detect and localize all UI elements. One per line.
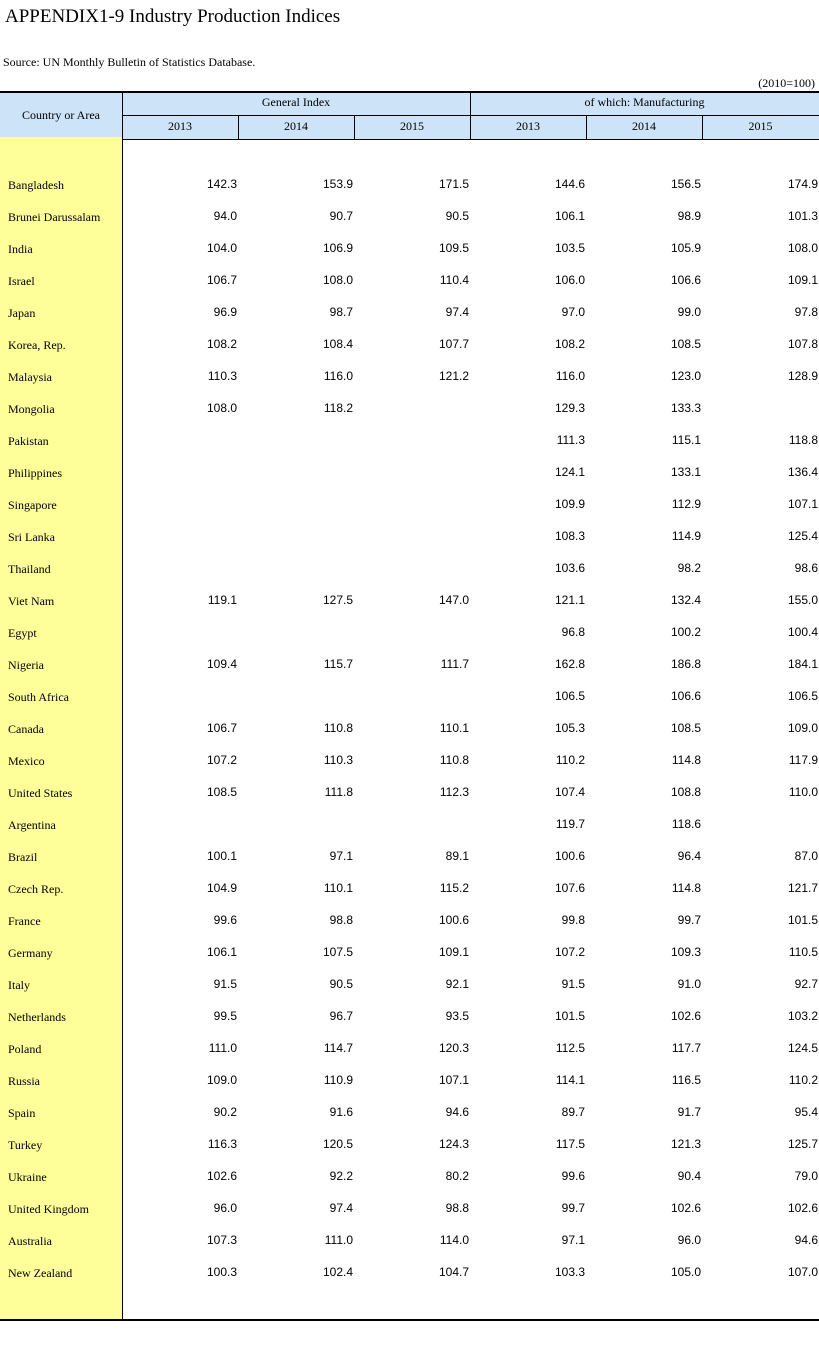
cell-manufacturing-2014: 99.7 <box>677 913 701 927</box>
country-name: Philippines <box>8 466 63 480</box>
cell-manufacturing-2013: 103.3 <box>554 1265 585 1279</box>
cell-general-2014: 153.9 <box>322 177 353 191</box>
cell-general-2015: 112.3 <box>439 785 469 799</box>
cell-manufacturing-2015: 109.1 <box>787 273 818 287</box>
table-row <box>0 617 819 649</box>
cell-manufacturing-2013: 105.3 <box>554 721 585 735</box>
cell-general-2014: 102.4 <box>322 1265 353 1279</box>
cell-general-2015: 107.7 <box>438 337 469 351</box>
cell-general-2015: 109.1 <box>438 945 469 959</box>
table-row <box>0 745 819 777</box>
cell-manufacturing-2015: 118.8 <box>788 433 818 447</box>
cell-manufacturing-2014: 105.0 <box>670 1265 701 1279</box>
cell-general-2015: 94.6 <box>445 1105 469 1119</box>
cell-manufacturing-2015: 184.1 <box>787 657 818 671</box>
cell-general-2013: 109.4 <box>206 657 237 671</box>
cell-manufacturing-2013: 117.5 <box>555 1137 585 1151</box>
cell-general-2015: 89.1 <box>445 849 469 863</box>
cell-manufacturing-2014: 106.6 <box>670 273 701 287</box>
cell-manufacturing-2013: 121.1 <box>554 593 585 607</box>
country-name: Japan <box>8 306 36 320</box>
cell-manufacturing-2015: 94.6 <box>794 1233 818 1247</box>
cell-manufacturing-2013: 101.5 <box>554 1009 585 1023</box>
country-name: Viet Nam <box>8 594 55 608</box>
table-row <box>0 1161 819 1193</box>
cell-manufacturing-2013: 97.1 <box>561 1233 585 1247</box>
cell-general-2014: 127.5 <box>322 593 353 607</box>
cell-manufacturing-2013: 107.6 <box>554 881 585 895</box>
cell-general-2013: 91.5 <box>213 977 237 991</box>
cell-manufacturing-2015: 117.9 <box>788 753 818 767</box>
cell-manufacturing-2015: 100.4 <box>787 625 818 639</box>
cell-manufacturing-2015: 110.2 <box>788 1073 818 1087</box>
table-bottom-rule <box>0 1319 819 1321</box>
table-row <box>0 1225 819 1257</box>
cell-manufacturing-2014: 133.1 <box>670 465 701 479</box>
table-row <box>0 233 819 265</box>
cell-manufacturing-2015: 107.0 <box>787 1265 818 1279</box>
cell-manufacturing-2014: 98.9 <box>677 209 701 223</box>
cell-general-2013: 142.3 <box>206 177 237 191</box>
header-year-manufacturing-2014: 2014 <box>632 119 656 133</box>
country-name: Spain <box>8 1106 36 1120</box>
table-row <box>0 201 819 233</box>
cell-general-2013: 108.5 <box>206 785 237 799</box>
table-row <box>0 649 819 681</box>
cell-general-2013: 119.1 <box>207 593 237 607</box>
table-row <box>0 777 819 809</box>
cell-manufacturing-2013: 89.7 <box>561 1105 585 1119</box>
cell-manufacturing-2013: 119.7 <box>555 817 585 831</box>
cell-general-2014: 110.8 <box>323 721 353 735</box>
cell-general-2015: 120.3 <box>438 1041 469 1055</box>
cell-manufacturing-2014: 186.8 <box>670 657 701 671</box>
cell-manufacturing-2014: 114.8 <box>671 753 701 767</box>
cell-manufacturing-2014: 114.9 <box>671 529 701 543</box>
cell-general-2013: 106.7 <box>206 273 237 287</box>
cell-general-2015: 115.2 <box>439 881 469 895</box>
cell-general-2015: 107.1 <box>438 1073 469 1087</box>
country-name: India <box>8 242 33 256</box>
cell-manufacturing-2014: 90.4 <box>677 1169 701 1183</box>
cell-manufacturing-2015: 101.3 <box>787 209 818 223</box>
cell-general-2014: 111.0 <box>324 1233 353 1247</box>
cell-general-2014: 90.7 <box>329 209 353 223</box>
cell-general-2014: 92.2 <box>329 1169 353 1183</box>
cell-manufacturing-2014: 96.4 <box>677 849 701 863</box>
cell-general-2013: 100.1 <box>206 849 237 863</box>
table-row <box>0 265 819 297</box>
cell-manufacturing-2014: 123.0 <box>670 369 701 383</box>
cell-manufacturing-2013: 99.6 <box>561 1169 585 1183</box>
cell-manufacturing-2013: 124.1 <box>554 465 585 479</box>
cell-manufacturing-2015: 110.5 <box>788 945 818 959</box>
cell-general-2015: 90.5 <box>445 209 469 223</box>
country-name: Australia <box>8 1234 52 1248</box>
cell-general-2015: 110.1 <box>439 721 469 735</box>
country-name: Thailand <box>8 562 51 576</box>
cell-general-2014: 115.7 <box>323 657 353 671</box>
cell-general-2013: 104.0 <box>206 241 237 255</box>
cell-manufacturing-2014: 91.7 <box>677 1105 701 1119</box>
table-row <box>0 553 819 585</box>
table-row <box>0 489 819 521</box>
cell-general-2014: 98.7 <box>329 305 353 319</box>
header-year-general-2013: 2013 <box>168 119 192 133</box>
cell-manufacturing-2013: 107.2 <box>554 945 585 959</box>
cell-manufacturing-2015: 97.8 <box>794 305 818 319</box>
cell-manufacturing-2013: 106.0 <box>554 273 585 287</box>
table-row <box>0 841 819 873</box>
cell-manufacturing-2013: 97.0 <box>561 305 585 319</box>
cell-manufacturing-2013: 116.0 <box>555 369 585 383</box>
table-row <box>0 1033 819 1065</box>
cell-manufacturing-2015: 103.2 <box>787 1009 818 1023</box>
cell-manufacturing-2013: 107.4 <box>554 785 585 799</box>
cell-general-2014: 91.6 <box>329 1105 353 1119</box>
country-name: South Africa <box>8 690 69 704</box>
table-row <box>0 361 819 393</box>
country-name: Korea, Rep. <box>8 338 66 352</box>
country-name: Nigeria <box>8 658 44 672</box>
cell-manufacturing-2014: 112.9 <box>671 497 701 511</box>
cell-manufacturing-2013: 91.5 <box>561 977 585 991</box>
cell-general-2013: 116.3 <box>207 1137 237 1151</box>
cell-general-2013: 100.3 <box>206 1265 237 1279</box>
table-row <box>0 809 819 841</box>
header-divider <box>238 115 239 139</box>
cell-manufacturing-2014: 98.2 <box>677 561 701 575</box>
country-name: Germany <box>8 946 53 960</box>
header-divider <box>354 115 355 139</box>
cell-general-2014: 110.1 <box>323 881 353 895</box>
country-name: Russia <box>8 1074 41 1088</box>
cell-manufacturing-2013: 108.2 <box>554 337 585 351</box>
cell-manufacturing-2013: 106.5 <box>554 689 585 703</box>
country-name: France <box>8 914 41 928</box>
cell-manufacturing-2014: 118.6 <box>671 817 701 831</box>
cell-manufacturing-2014: 105.9 <box>670 241 701 255</box>
table-row <box>0 1097 819 1129</box>
cell-manufacturing-2015: 107.8 <box>787 337 818 351</box>
table-row <box>0 1001 819 1033</box>
table-row <box>0 521 819 553</box>
cell-manufacturing-2015: 98.6 <box>794 561 818 575</box>
cell-manufacturing-2015: 174.9 <box>787 177 818 191</box>
cell-manufacturing-2015: 108.0 <box>787 241 818 255</box>
table-body <box>0 169 819 1289</box>
cell-manufacturing-2013: 109.9 <box>554 497 585 511</box>
cell-manufacturing-2015: 106.5 <box>787 689 818 703</box>
table-row <box>0 1129 819 1161</box>
cell-general-2013: 111.0 <box>208 1041 237 1055</box>
cell-general-2014: 107.5 <box>322 945 353 959</box>
cell-manufacturing-2014: 114.8 <box>671 881 701 895</box>
cell-general-2013: 99.5 <box>213 1009 237 1023</box>
cell-general-2015: 100.6 <box>438 913 469 927</box>
cell-manufacturing-2014: 108.5 <box>670 721 701 735</box>
table-row <box>0 969 819 1001</box>
table-row <box>0 329 819 361</box>
cell-manufacturing-2014: 100.2 <box>670 625 701 639</box>
country-name: Netherlands <box>8 1010 66 1024</box>
table-row <box>0 1065 819 1097</box>
cell-manufacturing-2014: 117.7 <box>671 1041 701 1055</box>
header-year-manufacturing-2015: 2015 <box>748 119 773 133</box>
cell-manufacturing-2015: 124.5 <box>787 1041 818 1055</box>
cell-general-2015: 110.8 <box>439 753 469 767</box>
cell-general-2013: 104.9 <box>206 881 237 895</box>
cell-general-2013: 102.6 <box>206 1169 237 1183</box>
cell-manufacturing-2013: 108.3 <box>554 529 585 543</box>
cell-manufacturing-2015: 95.4 <box>794 1105 818 1119</box>
country-name: Israel <box>8 274 35 288</box>
cell-manufacturing-2014: 99.0 <box>677 305 701 319</box>
table-row <box>0 873 819 905</box>
cell-manufacturing-2013: 99.8 <box>561 913 585 927</box>
cell-general-2014: 111.8 <box>324 785 353 799</box>
cell-general-2015: 92.1 <box>445 977 469 991</box>
cell-manufacturing-2013: 112.5 <box>555 1041 585 1055</box>
cell-general-2015: 114.0 <box>439 1233 469 1247</box>
header-year-manufacturing-2013: 2013 <box>516 119 540 133</box>
country-name: Bangladesh <box>8 178 64 192</box>
cell-manufacturing-2015: 79.0 <box>794 1169 818 1183</box>
page-title: APPENDIX1-9 Industry Production Indices <box>5 6 341 27</box>
country-name: Turkey <box>8 1138 43 1152</box>
cell-manufacturing-2014: 132.4 <box>670 593 701 607</box>
cell-manufacturing-2015: 109.0 <box>787 721 818 735</box>
cell-manufacturing-2013: 111.3 <box>556 433 585 447</box>
cell-manufacturing-2013: 144.6 <box>554 177 585 191</box>
header-divider <box>702 115 703 139</box>
country-name: Pakistan <box>8 434 49 448</box>
cell-general-2015: 124.3 <box>438 1137 469 1151</box>
table-row <box>0 297 819 329</box>
cell-manufacturing-2014: 108.5 <box>670 337 701 351</box>
cell-general-2015: 110.4 <box>439 273 469 287</box>
header-divider <box>586 115 587 139</box>
cell-manufacturing-2014: 115.1 <box>671 433 701 447</box>
cell-general-2014: 108.0 <box>322 273 353 287</box>
cell-manufacturing-2014: 116.5 <box>671 1073 701 1087</box>
cell-manufacturing-2014: 108.8 <box>670 785 701 799</box>
cell-general-2013: 96.9 <box>213 305 237 319</box>
header-country: Country or Area <box>22 108 100 122</box>
table-row <box>0 1257 819 1289</box>
cell-manufacturing-2015: 128.9 <box>787 369 818 383</box>
cell-manufacturing-2013: 100.6 <box>554 849 585 863</box>
cell-manufacturing-2013: 129.3 <box>554 401 585 415</box>
cell-manufacturing-2015: 125.4 <box>787 529 818 543</box>
cell-manufacturing-2013: 103.6 <box>554 561 585 575</box>
cell-general-2013: 99.6 <box>213 913 237 927</box>
cell-manufacturing-2015: 110.0 <box>788 785 818 799</box>
cell-general-2014: 96.7 <box>329 1009 353 1023</box>
cell-manufacturing-2015: 121.7 <box>787 881 818 895</box>
cell-manufacturing-2014: 121.3 <box>670 1137 701 1151</box>
cell-general-2014: 120.5 <box>322 1137 353 1151</box>
country-name: Egypt <box>8 626 37 640</box>
cell-manufacturing-2013: 96.8 <box>561 625 585 639</box>
source-note: Source: UN Monthly Bulletin of Statistics Database. <box>3 55 256 69</box>
cell-general-2015: 93.5 <box>445 1009 469 1023</box>
country-name: Sri Lanka <box>8 530 55 544</box>
table-row <box>0 681 819 713</box>
cell-manufacturing-2013: 106.1 <box>554 209 585 223</box>
table-row <box>0 457 819 489</box>
header-divider <box>470 93 471 139</box>
cell-general-2013: 90.2 <box>213 1105 237 1119</box>
table-row <box>0 585 819 617</box>
cell-general-2013: 108.2 <box>206 337 237 351</box>
cell-manufacturing-2014: 106.6 <box>670 689 701 703</box>
cell-manufacturing-2013: 110.2 <box>555 753 585 767</box>
cell-manufacturing-2014: 96.0 <box>677 1233 701 1247</box>
cell-manufacturing-2015: 101.5 <box>787 913 818 927</box>
cell-general-2014: 97.1 <box>329 849 353 863</box>
cell-manufacturing-2014: 102.6 <box>670 1201 701 1215</box>
cell-manufacturing-2013: 162.8 <box>554 657 585 671</box>
cell-general-2013: 108.0 <box>206 401 237 415</box>
country-name: Poland <box>8 1042 42 1056</box>
header-year-general-2014: 2014 <box>284 119 308 133</box>
cell-general-2014: 116.0 <box>323 369 353 383</box>
table-row <box>0 713 819 745</box>
cell-general-2013: 107.3 <box>206 1233 237 1247</box>
unit-note: (2010=100) <box>758 76 815 90</box>
country-name: Brunei Darussalam <box>8 210 101 224</box>
cell-manufacturing-2015: 155.0 <box>787 593 818 607</box>
cell-general-2015: 104.7 <box>438 1265 469 1279</box>
header-year-general-2015: 2015 <box>400 119 424 133</box>
cell-manufacturing-2015: 102.6 <box>787 1201 818 1215</box>
cell-manufacturing-2013: 114.1 <box>555 1073 585 1087</box>
cell-manufacturing-2015: 87.0 <box>794 849 818 863</box>
cell-general-2013: 96.0 <box>213 1201 237 1215</box>
cell-general-2015: 97.4 <box>445 305 469 319</box>
cell-general-2014: 110.3 <box>323 753 353 767</box>
country-name: Singapore <box>8 498 57 512</box>
country-name: Malaysia <box>8 370 52 384</box>
cell-manufacturing-2015: 92.7 <box>794 977 818 991</box>
cell-general-2015: 109.5 <box>438 241 469 255</box>
cell-general-2015: 98.8 <box>445 1201 469 1215</box>
cell-manufacturing-2014: 156.5 <box>670 177 701 191</box>
header-manufacturing: of which: Manufacturing <box>584 95 705 109</box>
cell-general-2014: 106.9 <box>322 241 353 255</box>
table-row <box>0 937 819 969</box>
table-row <box>0 1193 819 1225</box>
cell-general-2013: 107.2 <box>206 753 237 767</box>
country-name: Brazil <box>8 850 38 864</box>
cell-general-2015: 147.0 <box>438 593 469 607</box>
country-name: Mongolia <box>8 402 55 416</box>
cell-general-2015: 111.7 <box>440 657 469 671</box>
country-name: New Zealand <box>8 1266 73 1280</box>
header-divider <box>122 93 123 139</box>
cell-general-2013: 110.3 <box>207 369 237 383</box>
country-name: Ukraine <box>8 1170 47 1184</box>
cell-manufacturing-2015: 125.7 <box>787 1137 818 1151</box>
cell-manufacturing-2014: 91.0 <box>677 977 701 991</box>
cell-general-2014: 90.5 <box>329 977 353 991</box>
cell-general-2014: 118.2 <box>323 401 353 415</box>
cell-manufacturing-2015: 136.4 <box>787 465 818 479</box>
cell-general-2014: 98.8 <box>329 913 353 927</box>
cell-general-2013: 106.7 <box>206 721 237 735</box>
cell-general-2015: 121.2 <box>438 369 469 383</box>
cell-manufacturing-2014: 109.3 <box>670 945 701 959</box>
country-name: Mexico <box>8 754 45 768</box>
cell-general-2014: 97.4 <box>329 1201 353 1215</box>
country-name: United States <box>8 786 73 800</box>
country-name: Argentina <box>8 818 56 832</box>
cell-manufacturing-2015: 107.1 <box>787 497 818 511</box>
table-row <box>0 905 819 937</box>
cell-general-2013: 109.0 <box>206 1073 237 1087</box>
cell-general-2013: 106.1 <box>206 945 237 959</box>
country-name: Czech Rep. <box>8 882 64 896</box>
table-header <box>0 91 819 140</box>
cell-manufacturing-2014: 102.6 <box>670 1009 701 1023</box>
header-divider <box>122 115 819 116</box>
country-name: United Kingdom <box>8 1202 89 1216</box>
table-row <box>0 393 819 425</box>
country-name: Italy <box>8 978 30 992</box>
cell-general-2014: 108.4 <box>322 337 353 351</box>
cell-general-2014: 114.7 <box>323 1041 353 1055</box>
country-name: Canada <box>8 722 44 736</box>
table-row <box>0 169 819 201</box>
cell-general-2014: 110.9 <box>323 1073 353 1087</box>
table-row <box>0 425 819 457</box>
cell-general-2013: 94.0 <box>213 209 237 223</box>
cell-general-2015: 80.2 <box>445 1169 469 1183</box>
cell-manufacturing-2014: 133.3 <box>670 401 701 415</box>
header-general-index: General Index <box>261 95 331 109</box>
cell-manufacturing-2013: 99.7 <box>561 1201 585 1215</box>
cell-general-2015: 171.5 <box>438 177 469 191</box>
cell-manufacturing-2013: 103.5 <box>554 241 585 255</box>
